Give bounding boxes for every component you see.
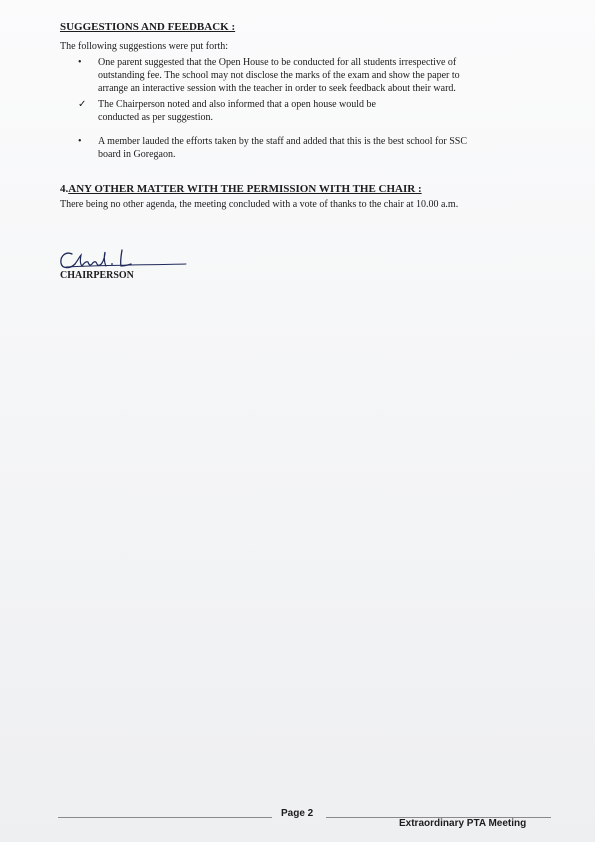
suggestion-line: A member lauded the efforts taken by the staff and added that this is the best school for SSC (98, 136, 467, 147)
suggestion-item (78, 98, 548, 124)
checkmark-icon: ✓ (78, 99, 87, 110)
bullet-icon: • (78, 136, 82, 147)
suggestion-line: board in Goregaon. (98, 149, 176, 160)
suggestions-intro: The following suggestions were put forth: (60, 41, 229, 52)
section-4-body: There being no other agenda, the meeting concluded with a vote of thanks to the chair at 10.00 a.m. (60, 199, 459, 210)
suggestion-line: arrange an interactive session with the teacher in order to seek feedback about their ward. (98, 83, 456, 94)
section-number: 4. (60, 183, 69, 195)
section-4-heading (60, 183, 422, 195)
page-number: Page 2 (281, 808, 314, 819)
suggestion-line: outstanding fee. The school may not disclose the marks of the exam and show the paper to (98, 70, 460, 81)
suggestions-heading: SUGGESTIONS AND FEEDBACK : (60, 21, 236, 33)
suggestion-item (78, 56, 548, 95)
bullet-icon: • (78, 57, 82, 68)
footer-rule-left (58, 817, 272, 818)
suggestion-line: The Chairperson noted and also informed that a open house would be (98, 99, 376, 110)
footer-document-title: Extraordinary PTA Meeting (399, 818, 527, 829)
signatory-role: CHAIRPERSON (60, 270, 134, 281)
suggestion-item (78, 135, 548, 161)
suggestion-line: One parent suggested that the Open House to be conducted for all students irrespective of (98, 57, 457, 68)
suggestion-line: conducted as per suggestion. (98, 112, 213, 123)
section-title: ANY OTHER MATTER WITH THE PERMISSION WITH THE CHAIR : (68, 183, 422, 195)
